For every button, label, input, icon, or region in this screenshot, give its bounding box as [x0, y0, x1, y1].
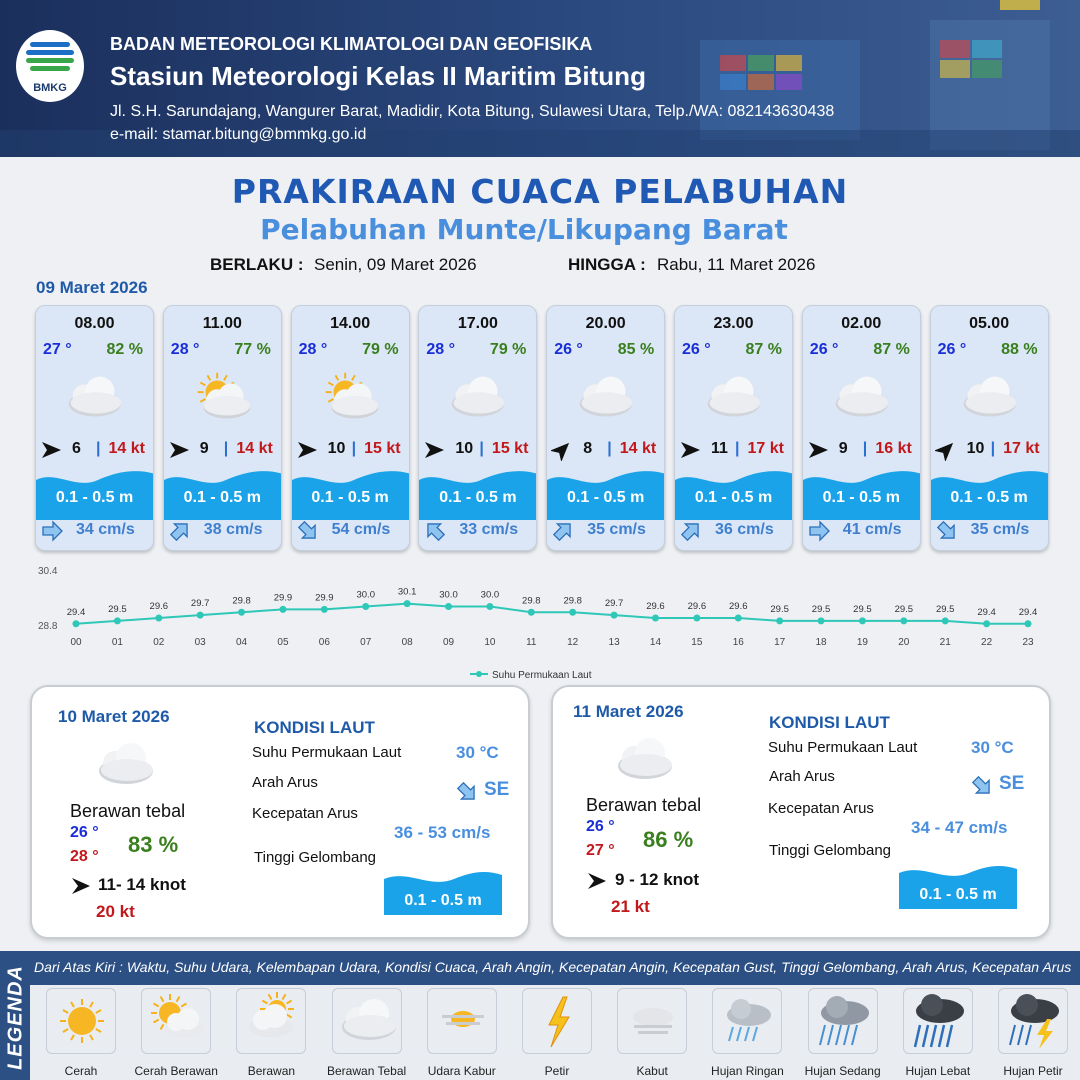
data-label: 29.5: [770, 603, 789, 615]
forecast-temp: 28 °: [298, 341, 328, 358]
fog-icon: [618, 989, 688, 1055]
wind-speed: 10: [327, 440, 346, 457]
day3-cur-speed-value: 34 - 47 cm/s: [911, 818, 1008, 837]
data-point: [942, 617, 949, 624]
forecast-humidity: 87 %: [873, 341, 910, 358]
data-point: [445, 603, 452, 610]
legend-icon-box: [903, 988, 973, 1054]
day2-wind-speed: 11- 14 knot: [98, 875, 186, 894]
legend-label: Suhu Permukaan Laut: [492, 670, 592, 681]
data-label: 29.7: [190, 598, 210, 610]
data-point: [569, 609, 576, 616]
day3-cur-dir-value: SE: [999, 773, 1025, 794]
forecast-card: [802, 305, 921, 551]
wind-speed: 8: [583, 440, 593, 457]
day2-temp-max: 28 °: [70, 848, 99, 865]
wave-height: 0.1 - 0.5 m: [694, 489, 773, 506]
wind-arrow-icon: [70, 876, 92, 896]
day3-sea-title: KONDISI LAUT: [769, 713, 890, 732]
separator: |: [607, 440, 612, 457]
valid-from-value: Senin, 09 Maret 2026: [314, 255, 477, 274]
data-label: 30.0: [439, 589, 458, 601]
forecast-humidity: 79 %: [489, 341, 527, 358]
current-speed: 38 cm/s: [203, 521, 263, 538]
wind-arrow-icon: [586, 871, 608, 891]
day2-gust: 20 kt: [96, 902, 135, 921]
berawan-tebal-icon: [90, 739, 156, 787]
x-tick-label: 12: [567, 637, 579, 648]
forecast-time: 02.00: [841, 315, 882, 332]
legend-icon-box: [522, 988, 592, 1054]
page-subtitle: Pelabuhan Munte/Likupang Barat: [260, 213, 788, 246]
legend-icon-box: [236, 988, 306, 1054]
day2-sst-value: 30 °C: [456, 743, 499, 762]
y-tick-label: 28.8: [38, 621, 58, 632]
data-label: 29.8: [232, 595, 251, 607]
wind-speed: 9: [199, 440, 209, 457]
valid-to-label: HINGGA :: [568, 255, 646, 274]
day2-sst-label: Suhu Permukaan Laut: [252, 744, 402, 761]
legend-label: Cerah Berawan: [134, 1064, 218, 1078]
data-point: [279, 606, 286, 613]
data-point: [114, 617, 121, 624]
wave-height: 0.1 - 0.5 m: [950, 489, 1028, 506]
separator: |: [735, 440, 740, 457]
berawan-tebal-icon: [571, 372, 641, 422]
wind-direction-icon: [40, 439, 62, 461]
x-tick-label: 18: [815, 637, 827, 648]
data-label: 29.8: [522, 595, 541, 607]
day2-humidity: 83 %: [128, 832, 179, 857]
day2-wave-label: Tinggi Gelombang: [254, 849, 377, 866]
current-direction-icon: [680, 520, 702, 542]
data-point: [983, 620, 990, 627]
x-tick-label: 23: [1022, 637, 1034, 648]
data-point: [528, 609, 535, 616]
x-tick-label: 01: [111, 637, 123, 648]
current-direction-icon: [552, 520, 574, 542]
data-point: [611, 612, 618, 619]
data-label: 29.4: [66, 606, 86, 618]
forecast-card: [674, 305, 793, 551]
forecast-temp: 28 °: [170, 341, 200, 358]
berawan-tebal-icon: [443, 372, 513, 422]
data-label: 30.1: [397, 586, 417, 598]
x-tick-label: 11: [526, 637, 537, 648]
current-direction-icon: [424, 520, 446, 542]
forecast-time: 14.00: [330, 315, 371, 332]
legend-side-label: LEGENDA: [4, 965, 27, 1070]
wave-height: 0.1 - 0.5 m: [311, 489, 389, 506]
gust-speed: 15 kt: [491, 440, 529, 457]
legend-icon-box: [46, 988, 116, 1054]
x-tick-label: 22: [981, 637, 993, 648]
legend-label: Hujan Ringan: [711, 1064, 784, 1078]
forecast-temp: 26 °: [809, 341, 839, 358]
forecast-card: [163, 305, 282, 551]
station-name: Stasiun Meteorologi Kelas II Maritim Bitung: [110, 61, 646, 91]
x-tick-label: 15: [691, 637, 703, 648]
day3-cur-speed-label: Kecepatan Arus: [768, 800, 874, 817]
current-speed: 35 cm/s: [587, 521, 646, 538]
day3-panel: [551, 685, 1051, 939]
legend-label: Hujan Lebat: [905, 1064, 971, 1078]
data-label: 29.5: [853, 603, 872, 615]
data-label: 29.5: [108, 603, 127, 615]
gust-speed: 14 kt: [108, 440, 145, 457]
day3-condition: Berawan tebal: [586, 795, 702, 815]
wave-height: 0.1 - 0.5 m: [567, 489, 645, 506]
day3-date: 11 Maret 2026: [573, 702, 684, 721]
day2-wave-value: 0.1 - 0.5 m: [404, 892, 482, 909]
data-label: 30.0: [356, 589, 375, 601]
x-tick-label: 03: [194, 637, 206, 648]
forecast-card: [418, 305, 537, 551]
x-tick-label: 09: [442, 637, 455, 648]
berawan-tebal-icon: [609, 734, 675, 782]
legend-icon-box: [617, 988, 687, 1054]
forecast-time: 08.00: [74, 315, 115, 332]
valid-to-value: Rabu, 11 Maret 2026: [657, 255, 816, 274]
x-tick-label: 20: [898, 637, 910, 648]
data-label: 29.6: [687, 601, 707, 612]
lightning-icon: [523, 989, 593, 1055]
legend-label: Hujan Sedang: [804, 1064, 881, 1078]
day2-cur-speed-value: 36 - 53 cm/s: [394, 823, 491, 842]
moderate-rain-icon: [809, 989, 879, 1055]
forecast-humidity: 85 %: [617, 341, 655, 358]
forecast-time: 23.00: [713, 315, 754, 332]
day3-cur-dir-label: Arah Arus: [769, 768, 835, 785]
header-banner: [0, 0, 1080, 157]
current-direction-icon: [41, 520, 63, 542]
data-point: [238, 609, 245, 616]
x-tick-label: 16: [732, 637, 744, 648]
forecast-time: 11.00: [202, 315, 242, 332]
x-tick-label: 05: [277, 637, 289, 648]
data-label: 29.5: [935, 603, 955, 615]
x-tick-label: 02: [153, 637, 165, 648]
legend-label: Cerah: [64, 1064, 98, 1078]
separator: |: [479, 440, 484, 457]
data-label: 29.9: [315, 592, 334, 604]
forecast-time: 05.00: [969, 315, 1010, 332]
partly-cloudy-icon: [237, 989, 307, 1055]
gust-speed: 16 kt: [875, 440, 912, 457]
current-speed: 35 cm/s: [970, 521, 1030, 538]
haze-icon: [428, 989, 498, 1055]
wind-direction-icon: [168, 439, 190, 461]
forecast-card: [546, 305, 665, 551]
gust-speed: 17 kt: [1003, 440, 1040, 457]
series-line: [76, 604, 1028, 624]
forecast-time: 20.00: [585, 315, 626, 332]
data-label: 29.5: [811, 603, 831, 615]
day3-temp-min: 26 °: [586, 818, 615, 835]
day2-sea-title: KONDISI LAUT: [254, 718, 375, 737]
data-label: 29.6: [729, 601, 748, 612]
forecast-temp: 28 °: [426, 341, 456, 358]
legend-icon-box: [332, 988, 402, 1054]
wind-speed: 10: [966, 440, 985, 457]
legend-icon-box: [808, 988, 878, 1054]
wind-speed: 6: [72, 440, 81, 457]
data-point: [197, 612, 204, 619]
current-direction-icon: [169, 520, 191, 542]
wind-direction-icon: [296, 439, 318, 461]
legend-icon-box: [427, 988, 497, 1054]
data-point: [73, 620, 80, 627]
forecast-humidity: 82 %: [106, 341, 143, 358]
light-rain-icon: [713, 989, 783, 1055]
forecast-humidity: 88 %: [1001, 341, 1038, 358]
data-label: 29.6: [646, 601, 665, 612]
berawan-tebal-icon: [60, 372, 130, 422]
forecast-card: [930, 305, 1049, 551]
day2-date: 10 Maret 2026: [58, 707, 170, 726]
legend-label: Berawan: [247, 1064, 296, 1078]
forecast-temp: 26 °: [682, 341, 711, 358]
agency-name: BADAN METEOROLOGI KLIMATOLOGI DAN GEOFISIKA: [110, 34, 593, 54]
x-tick-label: 21: [939, 637, 951, 648]
x-tick-label: 19: [856, 637, 868, 648]
wave-height: 0.1 - 0.5 m: [55, 489, 134, 506]
legend-label: Kabut: [636, 1064, 668, 1078]
day3-temp-max: 27 °: [586, 842, 615, 859]
current-direction-icon: [936, 520, 958, 542]
wind-direction-icon: [807, 439, 829, 461]
data-point: [859, 617, 866, 624]
legend-label: Petir: [544, 1064, 570, 1078]
data-label: 29.7: [604, 598, 624, 610]
day3-sst-label: Suhu Permukaan Laut: [768, 739, 918, 756]
legend-marker: [476, 671, 482, 677]
x-tick-label: 06: [318, 637, 330, 648]
legend-icon-box: [141, 988, 211, 1054]
thunderstorm-icon: [999, 989, 1069, 1055]
logo-text: BMKG: [33, 82, 67, 94]
legend-label: Hujan Petir: [1003, 1064, 1063, 1078]
wave-height: 0.1 - 0.5 m: [822, 489, 900, 506]
data-point: [693, 615, 700, 622]
gust-speed: 14 kt: [236, 440, 273, 457]
berawan-tebal-icon: [699, 372, 769, 422]
x-tick-label: 00: [70, 637, 82, 648]
legend-label: Berawan Tebal: [327, 1064, 407, 1078]
forecast-humidity: 79 %: [362, 341, 399, 358]
station-address: Jl. S.H. Sarundajang, Wangurer Barat, Madidir, Kota Bitung, Sulawesi Utara, Telp./WA: 082143630438: [110, 103, 835, 120]
x-tick-label: 08: [401, 637, 413, 648]
sun-cloud-icon: [142, 989, 212, 1055]
current-speed: 36 cm/s: [715, 521, 774, 538]
day3-gust: 21 kt: [611, 897, 650, 916]
forecast-temp: 26 °: [554, 341, 583, 358]
day2-temp-min: 26 °: [70, 824, 99, 841]
data-point: [735, 615, 742, 622]
forecast-humidity: 87 %: [745, 341, 782, 358]
legend-icon-box: [712, 988, 782, 1054]
data-point: [486, 603, 493, 610]
wave-height: 0.1 - 0.5 m: [439, 489, 517, 506]
separator: |: [96, 440, 101, 457]
data-label: 29.5: [894, 603, 914, 615]
thick-cloud-icon: [333, 989, 403, 1055]
data-point: [362, 603, 369, 610]
wind-speed: 9: [838, 440, 848, 457]
data-point: [900, 617, 907, 624]
wave-height: 0.1 - 0.5 m: [183, 489, 261, 506]
wind-direction-icon: [935, 439, 957, 461]
gust-speed: 17 kt: [747, 440, 784, 457]
bmkg-logo: [16, 30, 84, 102]
legend-label: Udara Kabur: [427, 1064, 496, 1078]
forecast-card: [35, 305, 154, 551]
day3-sst-value: 30 °C: [971, 738, 1014, 757]
day3-wave-label: Tinggi Gelombang: [769, 842, 892, 859]
current-direction-icon: [297, 520, 319, 542]
data-point: [818, 617, 825, 624]
page-title: PRAKIRAAN CUACA PELABUHAN: [231, 172, 849, 211]
current-speed: 41 cm/s: [842, 521, 902, 538]
data-point: [652, 615, 659, 622]
current-direction-se-icon: [969, 773, 997, 801]
day3-humidity: 86 %: [643, 827, 694, 852]
day3-wind-speed: 9 - 12 knot: [615, 870, 700, 889]
data-label: 30.0: [480, 589, 500, 601]
forecast-humidity: 77 %: [234, 341, 271, 358]
data-point: [404, 600, 411, 607]
current-speed: 33 cm/s: [459, 521, 519, 538]
data-label: 29.6: [149, 601, 169, 612]
berawan-tebal-icon: [955, 372, 1025, 422]
heavy-rain-icon: [904, 989, 974, 1055]
current-direction-icon: [808, 520, 830, 542]
station-email: e-mail: stamar.bitung@bmmkg.go.id: [110, 126, 367, 143]
day2-condition: Berawan tebal: [70, 801, 186, 821]
x-tick-label: 14: [649, 637, 662, 648]
forecast-card: [291, 305, 410, 551]
separator: |: [223, 440, 229, 457]
sea-temp-chart: [30, 565, 1050, 690]
separator: |: [990, 440, 996, 457]
gust-speed: 14 kt: [619, 440, 657, 457]
data-point: [1025, 620, 1032, 627]
day1-date: 09 Maret 2026: [36, 278, 148, 297]
separator: |: [862, 440, 868, 457]
x-tick-label: 07: [360, 637, 372, 648]
y-tick-label: 30.4: [38, 566, 58, 577]
current-speed: 54 cm/s: [331, 521, 391, 538]
separator: |: [351, 440, 357, 457]
wind-speed: 11: [711, 440, 728, 457]
day3-wave-value: 0.1 - 0.5 m: [919, 886, 997, 903]
legend-caption: Dari Atas Kiri : Waktu, Suhu Udara, Kelembapan Udara, Kondisi Cuaca, Arah Angin, Kecepatan Angin, Kecepatan Gust, Tinggi Gelombang, Arah Arus, Kecepatan Arus: [34, 959, 1072, 975]
wind-direction-icon: [679, 439, 701, 461]
data-label: 29.8: [563, 595, 582, 607]
sun-icon: [47, 989, 117, 1055]
gust-speed: 15 kt: [364, 440, 401, 457]
day2-cur-dir-label: Arah Arus: [252, 774, 318, 791]
x-tick-label: 04: [236, 637, 248, 648]
day2-panel: [30, 685, 530, 939]
wind-direction-icon: [551, 439, 573, 461]
valid-from-label: BERLAKU :: [210, 255, 304, 274]
current-direction-se-icon: [454, 779, 482, 807]
forecast-time: 17.00: [457, 315, 498, 332]
cerah-berawan-icon: [316, 372, 386, 422]
forecast-temp: 26 °: [937, 341, 967, 358]
x-tick-label: 17: [774, 637, 786, 648]
data-point: [155, 615, 162, 622]
current-speed: 34 cm/s: [76, 521, 135, 538]
data-label: 29.4: [1018, 606, 1038, 618]
legend-icon-box: [998, 988, 1068, 1054]
berawan-tebal-icon: [827, 372, 897, 422]
cerah-berawan-icon: [188, 372, 258, 422]
data-label: 29.4: [977, 606, 996, 618]
day2-cur-dir-value: SE: [484, 779, 510, 800]
forecast-temp: 27 °: [43, 341, 72, 358]
data-label: 29.9: [273, 592, 293, 604]
data-point: [321, 606, 328, 613]
wind-direction-icon: [423, 439, 445, 461]
day2-cur-speed-label: Kecepatan Arus: [252, 805, 358, 822]
data-point: [776, 617, 783, 624]
x-tick-label: 13: [608, 637, 620, 648]
x-tick-label: 10: [484, 637, 496, 648]
wind-speed: 10: [455, 440, 474, 457]
